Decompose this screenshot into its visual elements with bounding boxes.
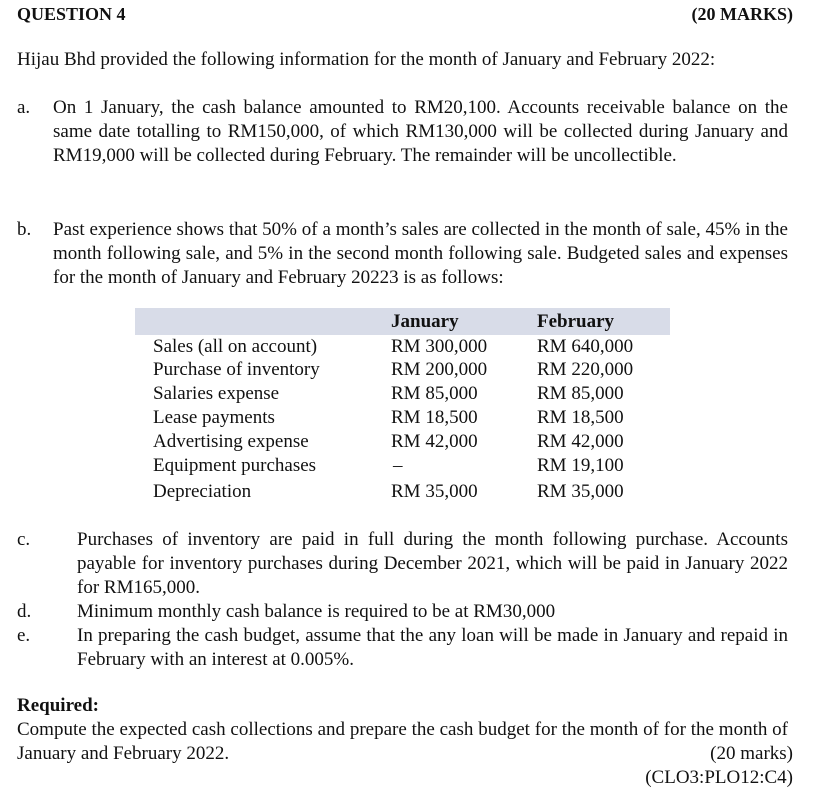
row-label: Sales (all on account) [153,336,318,357]
question-marks: (20 MARKS) [691,4,793,24]
row-label: Equipment purchases [153,455,317,476]
cell-february: RM 19,100 [537,455,624,476]
item-b-text: Past experience shows that 50% of a month’s sales are collected in the month of sale, 45% in the month following sale, and 5% in the second month following sale. Budgeted sales and expenses for the month of January and February 20223 is as follows: [53,219,788,288]
item-c-text: Purchases of inventory are paid in full during the month following purchase. Accounts payable for inventory purchases during December 2021, which will be paid in January 2022 for RM165,000. [77,529,788,598]
required-text: Compute the expected cash collections and prepare the cash budget for the month of for the month of January and February 2022. [17,719,788,764]
cell-february: RM 42,000 [537,431,624,452]
required-heading: Required: [17,695,99,716]
column-header-february: February [537,311,615,332]
cell-february: RM 35,000 [537,481,624,502]
cell-january: RM 42,000 [391,431,478,452]
cell-february: RM 18,500 [537,407,624,428]
cell-january: RM 18,500 [391,407,478,428]
cell-february: RM 85,000 [537,383,624,404]
cell-january: – [393,455,403,476]
cell-february: RM 220,000 [537,359,634,380]
item-b-marker: b. [17,219,32,240]
cell-january: RM 300,000 [391,336,488,357]
row-label: Salaries expense [153,383,280,404]
column-header-january: January [391,311,459,332]
row-label: Depreciation [153,481,252,502]
item-a-marker: a. [17,97,31,118]
cell-january: RM 85,000 [391,383,478,404]
required-marks: (20 marks) [710,743,793,764]
question-title: QUESTION 4 [17,4,126,24]
cell-february: RM 640,000 [537,336,634,357]
item-c-marker: c. [17,529,31,550]
item-e-text: In preparing the cash budget, assume that the any loan will be made in January and repaid in February with an interest at 0.005%. [77,625,788,670]
row-label: Advertising expense [153,431,309,452]
intro-text: Hijau Bhd provided the following information for the month of January and February 2022: [17,49,716,70]
cell-january: RM 200,000 [391,359,488,380]
item-d-text: Minimum monthly cash balance is required to be at RM30,000 [77,601,556,622]
item-d-marker: d. [17,601,32,622]
cell-january: RM 35,000 [391,481,478,502]
row-label: Purchase of inventory [153,359,320,380]
row-label: Lease payments [153,407,275,428]
clo-reference: (CLO3:PLO12:C4) [645,767,793,788]
item-e-marker: e. [17,625,31,646]
item-a-text: On 1 January, the cash balance amounted to RM20,100. Accounts receivable balance on the same date totalling to RM150,000, of which RM130,000 will be collected during January and RM19,000 will be collected during February. The remainder will be uncollectible. [53,97,788,166]
